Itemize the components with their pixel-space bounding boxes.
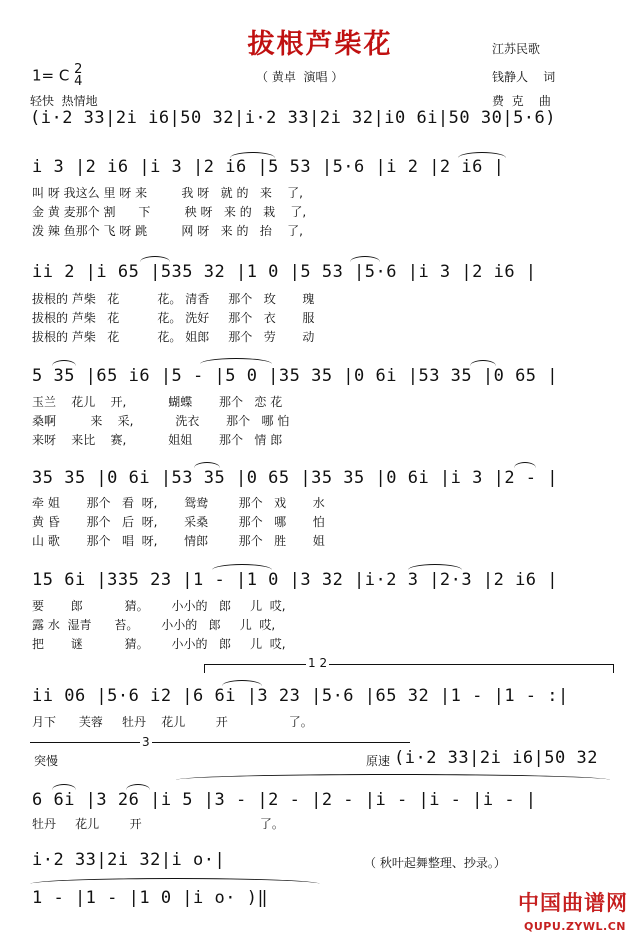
line3-verse3: 来呀 来比 赛, 姐姐 那个 情 郎 — [32, 433, 283, 447]
tie-mark — [176, 774, 610, 780]
slur-mark — [212, 564, 272, 570]
line5-verse1: 要 郎 猜。 小小的 郎 儿 哎, — [32, 599, 286, 613]
line6-notes: ii 06 |5·6 i2 |6 6i |3 23 |5·6 |65 32 |1 - |1 - :| — [32, 686, 569, 706]
key-signature — [32, 64, 82, 88]
tempo-marking: 轻快 热情地 — [30, 94, 98, 108]
line1-verse3: 泼 辣 鱼那个 飞 呀 跳 网 呀 来 的 抬 了, — [32, 224, 303, 238]
song-title: 拔根芦柴花 — [247, 29, 393, 60]
line1-notes: i 3 |2 i6 |i 3 |2 i6 |5 53 |5·6 |i 2 |2 i6 | — [32, 157, 505, 177]
line4-verse1: 牵 姐 那个 看 呀, 鸳鸯 那个 戏 水 — [32, 496, 325, 510]
line3-verse2: 桑啊 来 采, 洗衣 那个 哪 怕 — [32, 414, 290, 428]
line7-upper-notes: (i·2 33|2i i6|50 32 — [394, 748, 598, 768]
tuplet-bracket — [30, 742, 410, 743]
site-url: QUPU.ZYWL.CN — [524, 920, 626, 933]
tempo-change: 突慢 — [34, 754, 59, 768]
slur-mark — [52, 360, 76, 366]
singer-credit: （ 黄卓 演唱 ） — [256, 70, 344, 84]
line1-verse2: 金 黄 麦那个 割 下 秧 呀 来 的 栽 了, — [32, 205, 307, 219]
slur-mark — [458, 152, 506, 158]
slur-mark — [194, 462, 220, 468]
song-origin: 江苏民歌 — [492, 42, 541, 56]
slur-mark — [408, 564, 462, 570]
line7-notes: 6 6i |3 26 |i 5 |3 - |2 - |2 - |i - |i - |i - | — [32, 790, 537, 810]
slur-mark — [52, 784, 76, 790]
line6-lyrics: 月下 芙蓉 牡丹 花儿 开 了。 — [32, 715, 313, 729]
line2-verse2: 拔根的 芦柴 花 花。 洗好 那个 衣 服 — [32, 311, 315, 325]
line8-upper-notes: i·2 33|2i 32|i o·| — [32, 850, 226, 870]
line7-lyrics: 牡丹 花儿 开 了。 — [32, 817, 284, 831]
slur-mark — [200, 358, 272, 364]
line2-verse1: 拔根的 芦柴 花 花。 清香 那个 玫 瑰 — [32, 292, 315, 306]
slur-mark — [470, 360, 496, 366]
tie-mark — [30, 878, 320, 884]
transcription-note: （ 秋叶起舞整理、抄录。） — [364, 856, 506, 870]
line1-verse1: 叫 呀 我这么 里 呀 来 我 呀 就 的 来 了, — [32, 186, 303, 200]
intro-notes: (i·2 33|2i i6|50 32|i·2 33|2i 32|i0 6i|50 30|5·6) — [30, 108, 557, 128]
time-signature — [74, 64, 82, 88]
line4-notes: 35 35 |0 6i |53 35 |0 65 |35 35 |0 6i |i 3 |2 - | — [32, 468, 559, 488]
line8-notes: 1 - |1 - |1 0 |i o· )‖ — [32, 888, 269, 908]
line4-verse3: 山 歌 那个 唱 呀, 情郎 那个 胜 姐 — [32, 534, 325, 548]
slur-mark — [514, 462, 536, 468]
line5-notes: 15 6i |335 23 |1 - |1 0 |3 32 |i·2 3 |2·3 |2 i6 | — [32, 570, 559, 590]
line4-verse2: 黄 昏 那个 后 呀, 采桑 那个 哪 怕 — [32, 515, 325, 529]
line5-verse2: 露 水 湿青 苔。 小小的 郎 儿 哎, — [32, 618, 276, 632]
original-tempo-label: 原速 — [366, 754, 391, 768]
line3-verse1: 玉兰 花儿 开, 蝴蝶 那个 恋 花 — [32, 395, 283, 409]
lyricist-credit: 钱静人 词 — [492, 70, 556, 84]
slur-mark — [230, 152, 275, 158]
slur-mark — [140, 256, 170, 262]
line5-verse3: 把 谜 猜。 小小的 郎 儿 哎, — [32, 637, 286, 651]
key-label: 1= C — [32, 66, 70, 85]
volta-bracket — [204, 664, 614, 673]
time-numerator: 2 — [74, 62, 83, 77]
line2-verse3: 拔根的 芦柴 花 花。 姐郎 那个 劳 动 — [32, 330, 315, 344]
line2-notes: ii 2 |i 65 |535 32 |1 0 |5 53 |5·6 |i 3 |2 i6 | — [32, 262, 537, 282]
time-denominator: 4 — [74, 74, 83, 89]
line3-notes: 5 35 |65 i6 |5 - |5 0 |35 35 |0 6i |53 35 |0 65 | — [32, 366, 559, 386]
slur-mark — [126, 784, 150, 790]
composer-credit: 费 克 曲 — [492, 94, 551, 108]
site-logo-text: 中国曲谱网 — [518, 890, 628, 915]
volta-label: 1 2 — [308, 656, 328, 670]
slur-mark — [222, 680, 262, 686]
slur-mark — [350, 256, 380, 262]
tuplet-label: 3 — [142, 735, 150, 749]
